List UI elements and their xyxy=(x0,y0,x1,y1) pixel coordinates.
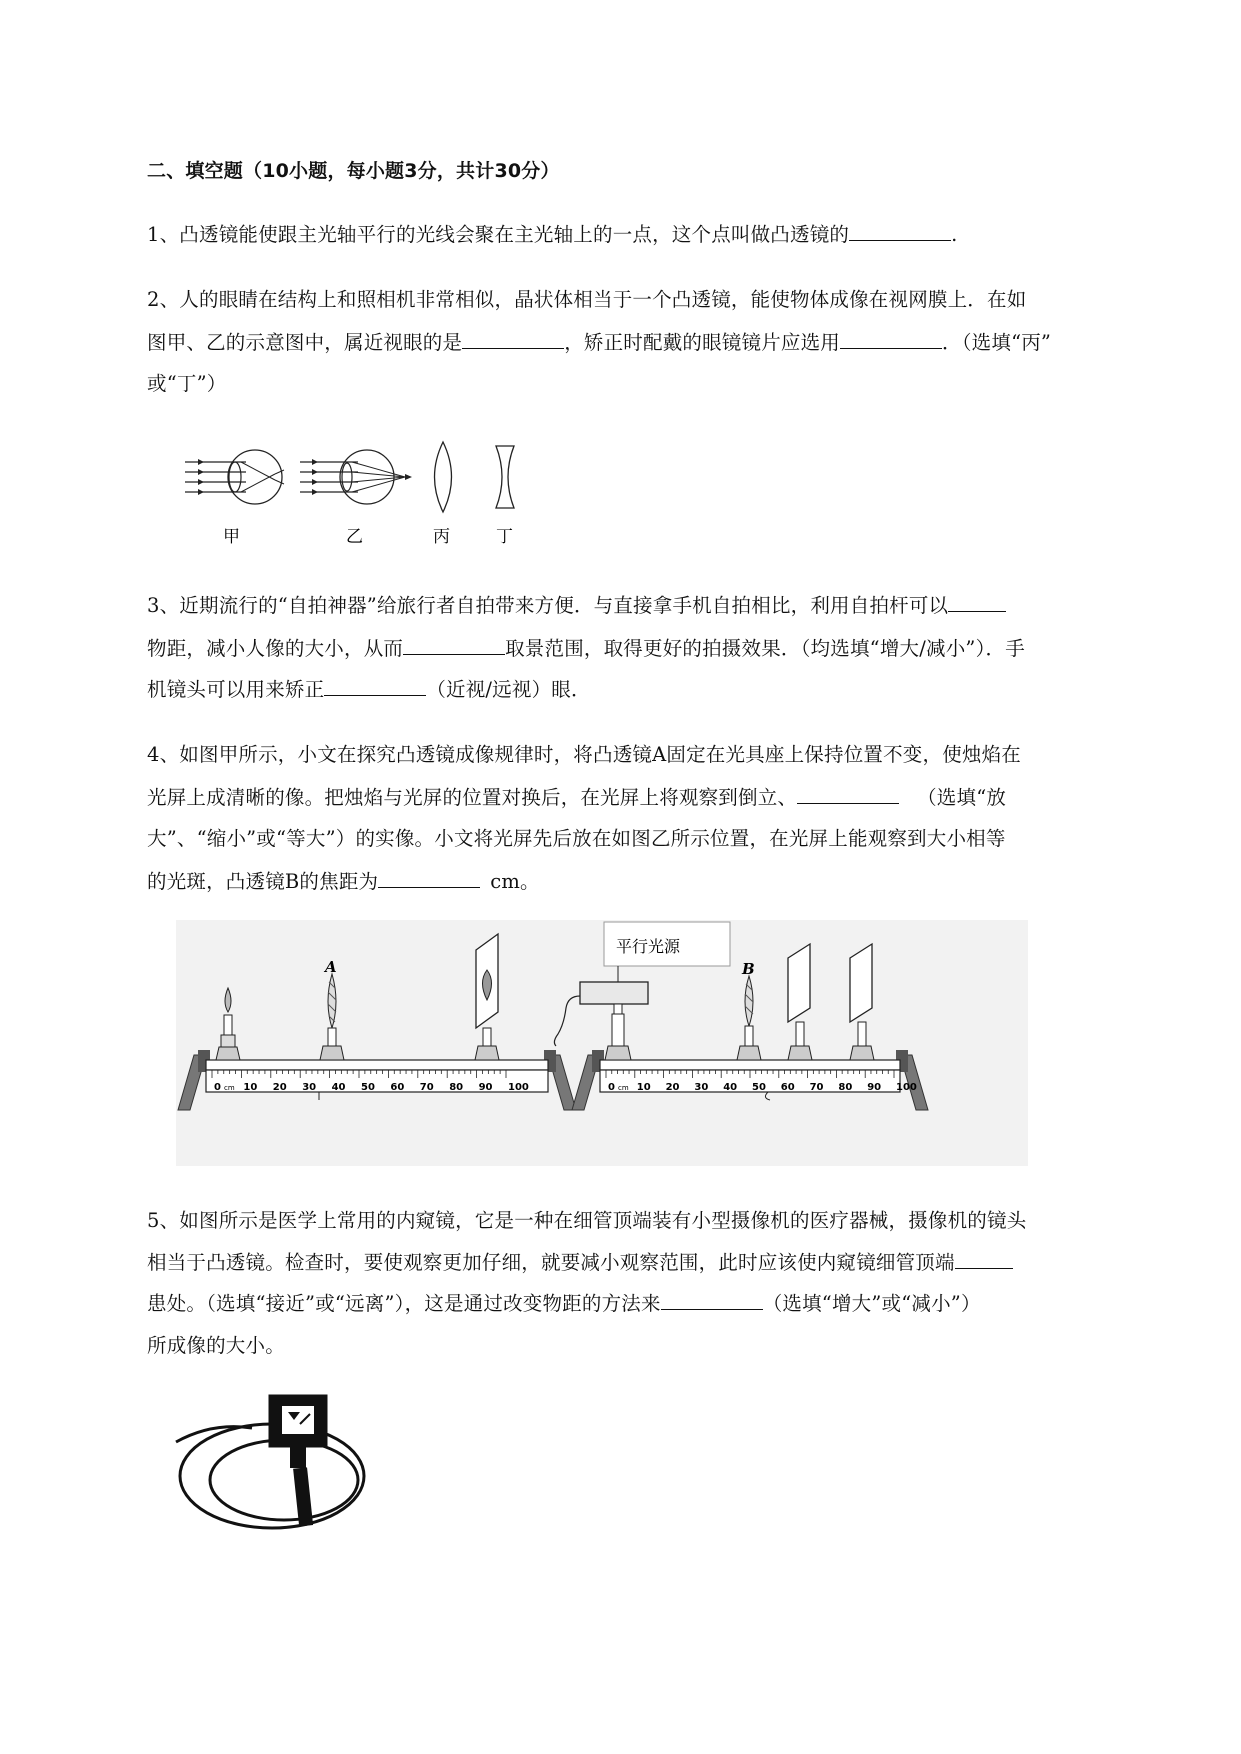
q2-text-c: ．（选填“丙” xyxy=(942,331,1052,354)
q4-line-3: 大”、“缩小”或“等大”）的实像。小文将光屏先后放在如图乙所示位置，在光屏上能观察到大小相等 xyxy=(147,827,1006,850)
q3-line-3 xyxy=(147,677,591,703)
q3-text-d: 机镜头可以用来矫正 xyxy=(147,678,325,701)
scale-label: 30 xyxy=(302,1082,317,1093)
q5-line-1: 5、如图所示是医学上常用的内窥镜，它是一种在细管顶端装有小型摄像机的医疗器械，摄像机的镜头 xyxy=(147,1209,1027,1232)
scale-label: 0 xyxy=(608,1082,615,1093)
eye-jia xyxy=(185,450,284,504)
q3-blank-2[interactable] xyxy=(403,636,505,655)
scale-label: 30 xyxy=(694,1082,709,1093)
q4-line-4 xyxy=(147,869,540,895)
q5-text-b: 患处。（选填“接近”或“远离”），这是通过改变物距的方法来 xyxy=(147,1292,661,1315)
eye-yi xyxy=(300,450,412,504)
q3-line-2 xyxy=(147,636,1025,662)
q1-end: . xyxy=(951,223,958,246)
q3-text-c: 取景范围，取得更好的拍摄效果．（均选填“增大/减小”）．手 xyxy=(505,637,1025,660)
q4-text-b: （选填“放 xyxy=(917,786,1007,809)
q2-text-a: 图甲、乙的示意图中，属近视眼的是 xyxy=(147,331,463,354)
q2-line-2 xyxy=(147,330,1051,356)
q2-line-1: 2、人的眼睛在结构上和照相机非常相似，晶状体相当于一个凸透镜，能使物体成像在视网膜上．在如 xyxy=(147,288,1027,311)
q4-line-1: 4、如图甲所示，小文在探究凸透镜成像规律时，将凸透镜A固定在光具座上保持位置不变，使烛焰在 xyxy=(147,743,1021,766)
endoscope-figure xyxy=(172,1388,402,1538)
q5-blank-1[interactable] xyxy=(955,1250,1013,1269)
q5-line-4: 所成像的大小。 xyxy=(147,1334,285,1357)
label-lens-a: A xyxy=(325,958,337,976)
concave-lens-ding xyxy=(496,446,514,508)
scale-label: 90 xyxy=(478,1082,493,1093)
q3-blank-3[interactable] xyxy=(324,677,426,696)
q4-blank-1[interactable] xyxy=(797,785,899,804)
q4-line-2 xyxy=(147,785,1006,811)
q3-line-1 xyxy=(147,593,1006,619)
q2-text-b: ，矫正时配戴的眼镜镜片应选用 xyxy=(564,331,841,354)
section-heading: 二、填空题（10小题，每小题3分，共计30分） xyxy=(147,160,560,182)
question-1 xyxy=(147,222,958,248)
scale-label: 80 xyxy=(449,1082,464,1093)
label-lens-b: B xyxy=(742,960,755,978)
q4-text-a: 光屏上成清晰的像。把烛焰与光屏的位置对换后，在光屏上将观察到倒立、 xyxy=(147,786,798,809)
scale-label: 20 xyxy=(665,1082,680,1093)
light-source-label: 平行光源 xyxy=(616,937,681,956)
q2-blank-2[interactable] xyxy=(840,330,942,349)
scale-label: 40 xyxy=(331,1082,346,1093)
label-ding: 丁 xyxy=(496,527,513,547)
scale-unit: cm xyxy=(618,1084,629,1092)
q5-text-a: 相当于凸透镜。检查时，要使观察更加仔细，就要减小观察范围，此时应该使内窥镜细管顶端 xyxy=(147,1251,955,1274)
q3-blank-1[interactable] xyxy=(948,593,1006,612)
optical-bench-figure xyxy=(176,920,1028,1166)
scale-label: 60 xyxy=(780,1082,795,1093)
scale-label: 100 xyxy=(508,1082,529,1093)
q4-text-c: 的光斑，凸透镜B的焦距为 xyxy=(147,870,379,893)
scale-label: 50 xyxy=(752,1082,766,1093)
label-yi: 乙 xyxy=(346,527,363,547)
q3-text-e: （近视/远视）眼． xyxy=(426,678,591,701)
label-jia: 甲 xyxy=(223,527,240,547)
q4-text-d: cm。 xyxy=(490,870,540,893)
q5-line-3 xyxy=(147,1291,981,1317)
scale-label: 10 xyxy=(636,1082,651,1093)
q1-blank[interactable] xyxy=(849,222,951,241)
scale-label: 50 xyxy=(361,1082,375,1093)
q5-line-2 xyxy=(147,1250,1013,1276)
q2-blank-1[interactable] xyxy=(462,330,564,349)
label-bing: 丙 xyxy=(433,527,450,547)
scale-label: 60 xyxy=(390,1082,405,1093)
scale-unit: cm xyxy=(224,1084,235,1092)
q4-blank-2[interactable] xyxy=(378,869,480,888)
scale-label: 100 xyxy=(896,1082,917,1093)
scale-label: 40 xyxy=(723,1082,738,1093)
q3-text-b: 物距，减小人像的大小，从而 xyxy=(147,637,404,660)
scale-label: 0 xyxy=(214,1082,221,1093)
scale-label: 70 xyxy=(809,1082,824,1093)
scale-label: 90 xyxy=(867,1082,882,1093)
q2-line-3: 或“丁”） xyxy=(147,372,227,395)
scale-label: 20 xyxy=(272,1082,287,1093)
q1-text: 1、凸透镜能使跟主光轴平行的光线会聚在主光轴上的一点，这个点叫做凸透镜的 xyxy=(147,223,850,246)
eye-diagram-figure xyxy=(180,438,540,548)
scale-label: 70 xyxy=(419,1082,434,1093)
q3-text-a: 3、近期流行的“自拍神器”给旅行者自拍带来方便．与直接拿手机自拍相比，利用自拍杆可以 xyxy=(147,594,949,617)
scale-label: 80 xyxy=(838,1082,853,1093)
q5-text-c: （选填“增大”或“减小”） xyxy=(762,1292,981,1315)
convex-lens-bing xyxy=(435,442,452,512)
q5-blank-2[interactable] xyxy=(661,1291,763,1310)
scale-label: 10 xyxy=(243,1082,258,1093)
